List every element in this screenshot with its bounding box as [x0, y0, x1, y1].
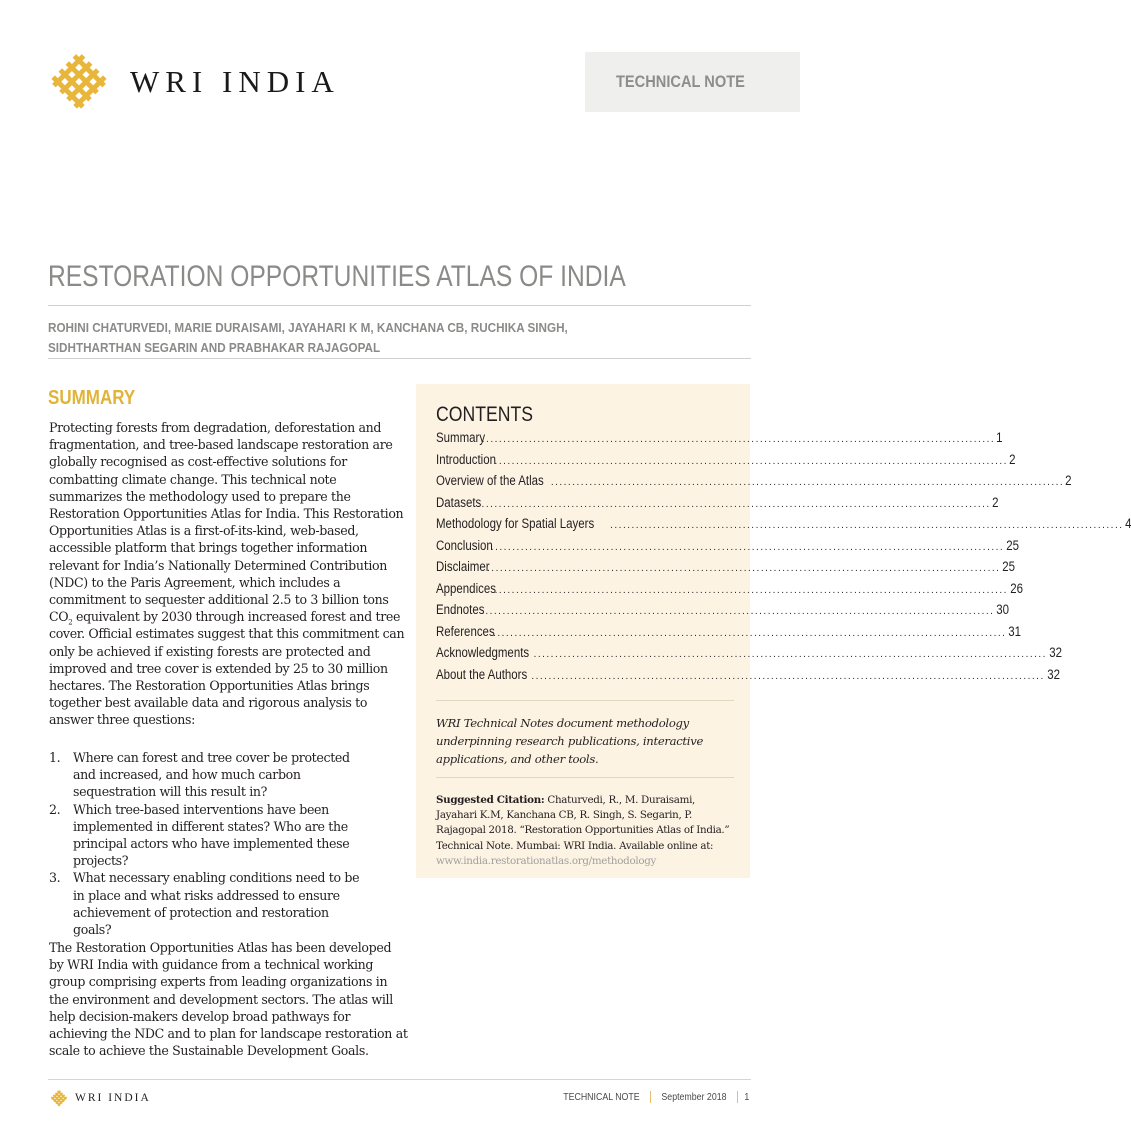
- question-item: [49, 801, 409, 870]
- toc-item-page: 25: [1006, 537, 1020, 553]
- footer-separator: [737, 1091, 738, 1103]
- toc-dot-leader: ........................................................................................................................: [550, 477, 1065, 488]
- toc-item-page: 30: [996, 602, 1010, 617]
- authors-divider: [48, 358, 751, 359]
- author-list: [48, 318, 568, 358]
- toc-dot-leader: ........................................................................................................................: [531, 670, 1045, 682]
- footer-separator: [650, 1091, 651, 1103]
- toc-item-page: 4: [1124, 516, 1131, 531]
- woven-knot-logo-icon: [50, 1089, 68, 1107]
- toc-item-page: 31: [1008, 623, 1022, 639]
- question-number: 2.: [49, 801, 61, 817]
- paragraph-text: The Restoration Opportunities Atlas has been developed by WRI India with guidance from a technical working group comprising experts from leading organizations in the environment and development sectors. The atlas will help decision-makers develop broad pathways for achieving the NDC and to plan for landscape restoration at scale to achieve the Sustainable Development Goals.: [49, 940, 408, 1059]
- toc-item-label: Appendices: [436, 580, 496, 596]
- toc-item[interactable]: [436, 494, 999, 517]
- toc-item-page: 2: [1009, 451, 1016, 467]
- toc-item-label: Conclusion: [436, 537, 493, 553]
- toc-item-page: 2: [1065, 473, 1072, 488]
- document-title: RESTORATION OPPORTUNITIES ATLAS OF INDIA: [48, 260, 626, 293]
- citation-text: Chaturvedi, R., M. Duraisami, Jayahari K.M, Kanchana CB, R. Singh, S. Segarin, P. Rajagopal 2018. “Restoration Opportunities Atlas of India.” Technical Note. Mumbai: WRI India. Available online at:: [436, 794, 730, 852]
- toc-dot-leader: ........................................................................................................................: [477, 498, 991, 510]
- toc-item-page: 25: [1002, 559, 1016, 574]
- wri-india-logo: [48, 50, 340, 112]
- author-line-2: SIDHTHARTHAN SEGARIN AND PRABHAKAR RAJAGOPAL: [48, 340, 381, 355]
- summary-paragraph-2: [49, 939, 409, 1059]
- summary-paragraph-1: [49, 419, 409, 729]
- brand-name: WRI INDIA: [130, 63, 340, 99]
- sidebar-divider: [436, 700, 734, 701]
- toc-dot-leader: ........................................................................................................................: [481, 434, 996, 445]
- toc-item-label: Methodology for Spatial Layers: [436, 516, 595, 531]
- title-divider: [48, 305, 751, 306]
- citation-label: Suggested Citation:: [436, 794, 545, 806]
- toc-item[interactable]: [436, 516, 1131, 538]
- table-of-contents: [436, 430, 1131, 688]
- toc-item-label: Datasets: [436, 494, 482, 510]
- footer-divider: [48, 1079, 751, 1080]
- citation-link[interactable]: www.india.restorationatlas.org/methodology: [436, 854, 657, 867]
- footer-doc-type: TECHNICAL NOTE: [562, 1091, 640, 1103]
- toc-item-page: 26: [1010, 580, 1023, 596]
- toc-item-page: 1: [996, 430, 1003, 445]
- footer-date: September 2018: [661, 1091, 728, 1103]
- question-text: Where can forest and tree cover be protected and increased, and how much carbon sequestration will this result in?: [73, 750, 350, 800]
- paragraph-text: equivalent by 2030 through increased forest and tree cover. Official estimates suggest that this commitment can only be achieved if existing forests are protected and improved and tree cover is extended by 25 to 30 million hectares. The Restoration Opportunities Atlas brings together best available data and rigorous analysis to answer three questions:: [49, 609, 405, 728]
- summary-heading: SUMMARY: [48, 387, 136, 409]
- question-item: [49, 749, 409, 801]
- subscript: 2: [68, 618, 73, 627]
- toc-item-label: References: [436, 623, 495, 639]
- woven-knot-logo-icon: [48, 50, 110, 112]
- toc-item[interactable]: [436, 623, 1022, 646]
- toc-dot-leader: ........................................................................................................................: [481, 606, 995, 617]
- questions-list: [49, 749, 409, 938]
- toc-item[interactable]: [436, 451, 1016, 474]
- question-text: What necessary enabling conditions need to be in place and what risks addressed to ensure achievement of protection and restoration goals?: [73, 870, 360, 938]
- toc-item[interactable]: [436, 537, 1020, 560]
- question-item: [49, 869, 409, 938]
- toc-item-label: Summary: [436, 430, 486, 445]
- footer-brand-name: WRI INDIA: [75, 1092, 151, 1104]
- question-text: Which tree-based interventions have been implemented in different states? Who are the principal actors who have implemented these projects?: [73, 801, 350, 869]
- toc-dot-leader: ........................................................................................................................: [494, 584, 1008, 596]
- contents-heading: CONTENTS: [436, 403, 534, 426]
- toc-item-label: Introduction: [436, 451, 496, 467]
- question-number: 1.: [49, 750, 61, 765]
- toc-item[interactable]: [436, 580, 1023, 603]
- document-type-label: TECHNICAL NOTE: [616, 72, 745, 91]
- toc-item[interactable]: [436, 473, 1072, 495]
- toc-item[interactable]: [436, 559, 1016, 581]
- question-number: 3.: [49, 870, 61, 886]
- toc-item-label: Acknowledgments: [436, 645, 530, 660]
- technical-notes-description: WRI Technical Notes document methodology underpinning research publications, interactive applications, and other tools.: [436, 716, 704, 766]
- toc-dot-leader: ........................................................................................................................: [494, 455, 1008, 467]
- toc-item-label: Overview of the Atlas: [436, 473, 544, 488]
- toc-item[interactable]: [436, 666, 1060, 689]
- footer-meta: [558, 1091, 750, 1103]
- toc-item-page: 32: [1049, 645, 1062, 660]
- toc-item-label: Disclaimer: [436, 559, 490, 574]
- paragraph-text: Protecting forests from degradation, deforestation and fragmentation, and tree-based landscape restoration are globally recognised as cost-effective solutions for combatting climate change. This technical note summarizes the methodology used to prepare the Restoration Opportunities Atlas for India. This Restoration Opportunities Atlas is a first-of-its-kind, web-based, accessible platform that brings together information relevant for India’s Nationally Determined Contribution (NDC) to the Paris Agreement, which includes a commitment to sequester additional 2.5 to 3 billion tons CO: [49, 420, 404, 625]
- toc-item[interactable]: [436, 602, 1010, 624]
- toc-item-label: About the Authors: [436, 666, 528, 682]
- toc-dot-leader: ........................................................................................................................: [487, 563, 1001, 574]
- toc-dot-leader: ........................................................................................................................: [610, 520, 1124, 531]
- toc-item-page: 2: [991, 494, 999, 510]
- sidebar-divider: [436, 777, 734, 778]
- toc-item[interactable]: [436, 430, 1003, 452]
- toc-item-page: 32: [1046, 666, 1060, 682]
- toc-dot-leader: ........................................................................................................................: [490, 541, 1005, 553]
- page-number: 1: [744, 1091, 750, 1103]
- document-type-tag: [585, 52, 800, 112]
- toc-dot-leader: ........................................................................................................................: [533, 649, 1047, 660]
- toc-item-label: Endnotes: [436, 602, 485, 617]
- suggested-citation: [436, 793, 736, 869]
- toc-dot-leader: ........................................................................................................................: [493, 627, 1007, 639]
- author-line-1: ROHINI CHATURVEDI, MARIE DURAISAMI, JAYAHARI K M, KANCHANA CB, RUCHIKA SINGH,: [48, 320, 568, 335]
- toc-item[interactable]: [436, 645, 1062, 667]
- footer-logo: [50, 1089, 151, 1107]
